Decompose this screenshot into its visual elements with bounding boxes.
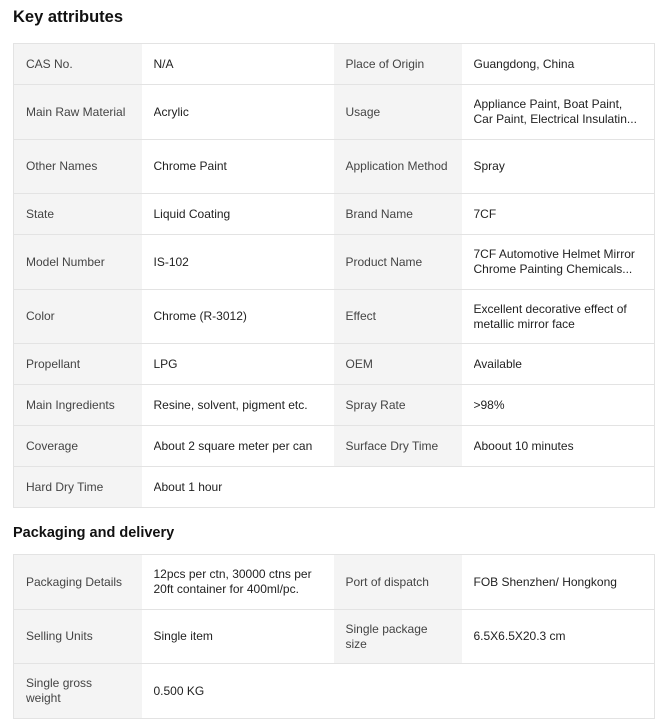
attribute-value-text: Aboout 10 minutes xyxy=(473,438,574,453)
attribute-label: OEM xyxy=(334,344,462,385)
attribute-value xyxy=(462,555,655,610)
attribute-value-text: About 2 square meter per can xyxy=(153,438,313,453)
attribute-value xyxy=(462,385,655,426)
attribute-label: Packaging Details xyxy=(14,555,142,610)
attribute-value-text: Available xyxy=(473,356,522,371)
attribute-value-text: About 1 hour xyxy=(153,479,223,494)
attribute-value-text: 6.5X6.5X20.3 cm xyxy=(473,629,566,643)
attribute-value-text: 12pcs per ctn, 30000 ctns per 20ft container for 400ml/pc. xyxy=(153,567,312,596)
attribute-value-text: Guangdong, China xyxy=(473,56,575,71)
attribute-value xyxy=(142,140,334,194)
attribute-row xyxy=(14,426,655,467)
attribute-row xyxy=(14,664,655,719)
attribute-label: Selling Units xyxy=(14,610,142,664)
attribute-value xyxy=(142,426,334,467)
attribute-label: State xyxy=(14,194,142,235)
attribute-label: Color xyxy=(14,290,142,344)
attribute-row xyxy=(14,344,655,385)
attribute-value-text: IS-102 xyxy=(153,254,189,269)
attribute-row xyxy=(14,290,655,344)
attribute-value-text: Liquid Coating xyxy=(153,206,231,221)
attribute-value-text: Spray xyxy=(473,159,505,173)
attribute-label: Main Ingredients xyxy=(14,385,142,426)
attribute-value xyxy=(462,426,655,467)
attribute-value-text: Resine, solvent, pigment etc. xyxy=(153,397,308,412)
attribute-value-text: Single item xyxy=(153,629,213,643)
attribute-label: Single package size xyxy=(334,610,462,664)
attribute-value-text: Appliance Paint, Boat Paint, Car Paint, Electrical Insulatin... xyxy=(473,97,637,126)
attribute-value-text: FOB Shenzhen/ Hongkong xyxy=(473,574,617,589)
attribute-value-text: Excellent decorative effect of metallic mirror face xyxy=(473,301,627,331)
attribute-label: Effect xyxy=(334,290,462,344)
attribute-label: Model Number xyxy=(14,235,142,290)
attribute-label: Product Name xyxy=(334,235,462,290)
attribute-row xyxy=(14,140,655,194)
attribute-value xyxy=(142,610,334,664)
attribute-label: Application Method xyxy=(334,140,462,194)
attribute-value xyxy=(142,290,334,344)
key-attributes-table xyxy=(13,43,655,508)
attribute-row xyxy=(14,610,655,664)
attribute-label: Brand Name xyxy=(334,194,462,235)
attribute-value-text: LPG xyxy=(153,356,178,371)
attribute-label: Propellant xyxy=(14,344,142,385)
key-attributes-title: Key attributes xyxy=(13,8,124,26)
attribute-value xyxy=(462,194,655,235)
attribute-value xyxy=(462,140,655,194)
attribute-value xyxy=(142,44,334,85)
attribute-row xyxy=(14,44,655,85)
attribute-label: Other Names xyxy=(14,140,142,194)
attribute-value-text: >98% xyxy=(473,397,505,412)
attribute-value-text: 7CF xyxy=(473,206,497,221)
packaging-delivery-table xyxy=(13,554,655,719)
empty-cell xyxy=(334,664,655,719)
attribute-value-text: Chrome Paint xyxy=(153,159,227,173)
attribute-label: Main Raw Material xyxy=(14,85,142,140)
attribute-value xyxy=(142,467,334,508)
attribute-value xyxy=(142,555,334,610)
attribute-label: Place of Origin xyxy=(334,44,462,85)
attribute-label: Coverage xyxy=(14,426,142,467)
attribute-row xyxy=(14,467,655,508)
attribute-row xyxy=(14,235,655,290)
attribute-row xyxy=(14,385,655,426)
attribute-label: Usage xyxy=(334,85,462,140)
attribute-row xyxy=(14,194,655,235)
attribute-value xyxy=(462,85,655,140)
attribute-value xyxy=(142,85,334,140)
attribute-value xyxy=(462,44,655,85)
attribute-value-text: 0.500 KG xyxy=(153,683,205,698)
attribute-value-text: Acrylic xyxy=(153,104,189,119)
attribute-label: Port of dispatch xyxy=(334,555,462,610)
attribute-label: Surface Dry Time xyxy=(334,426,462,467)
attribute-label: Spray Rate xyxy=(334,385,462,426)
attribute-value xyxy=(142,344,334,385)
attribute-value xyxy=(462,290,655,344)
attribute-row xyxy=(14,85,655,140)
attribute-label: Hard Dry Time xyxy=(14,467,142,508)
attribute-value xyxy=(142,235,334,290)
attribute-label: CAS No. xyxy=(14,44,142,85)
empty-cell xyxy=(334,467,655,508)
attribute-value-text: N/A xyxy=(153,56,174,71)
attribute-value xyxy=(462,235,655,290)
attribute-value-text: Chrome (R-3012) xyxy=(153,309,247,323)
attribute-value xyxy=(462,344,655,385)
attribute-value xyxy=(142,664,334,719)
attribute-row xyxy=(14,555,655,610)
attribute-value-text: 7CF Automotive Helmet Mirror Chrome Painting Chemicals... xyxy=(473,247,635,276)
attribute-value xyxy=(462,610,655,664)
attribute-label: Single gross weight xyxy=(14,664,142,719)
attribute-value xyxy=(142,194,334,235)
attribute-value xyxy=(142,385,334,426)
packaging-delivery-title: Packaging and delivery xyxy=(13,525,175,541)
